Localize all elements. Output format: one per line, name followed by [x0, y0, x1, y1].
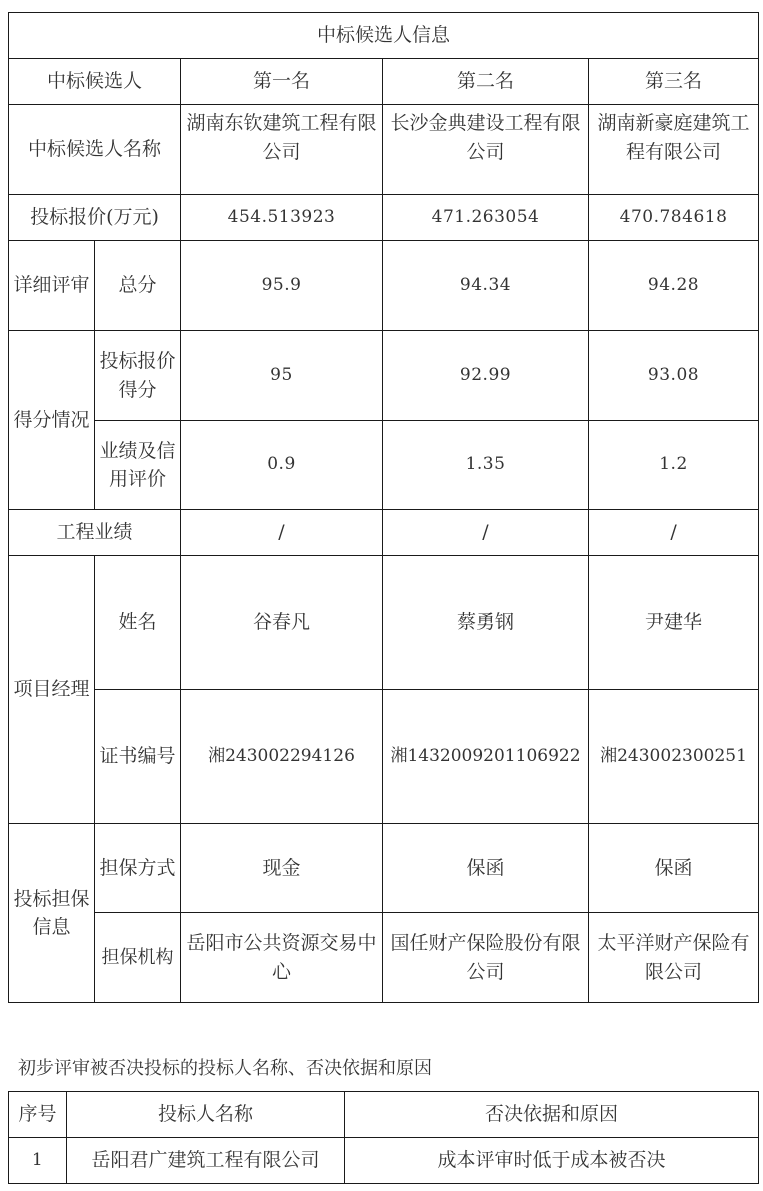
pm-cert-3: 湘243002300251	[589, 690, 759, 824]
total-2: 94.34	[383, 241, 589, 331]
header-row	[9, 1092, 759, 1138]
price-2: 471.263054	[383, 195, 589, 241]
performance-2: /	[383, 510, 589, 556]
row-reason: 成本评审时低于成本被否决	[345, 1138, 759, 1184]
row-label: 工程业绩	[9, 510, 181, 556]
candidate-name-1: 湖南东钦建筑工程有限公司	[181, 105, 383, 195]
total-score-row	[9, 241, 759, 331]
section-title: 初步评审被否决投标的投标人名称、否决依据和原因	[18, 1058, 432, 1079]
rank-2: 第二名	[383, 59, 589, 105]
pm-name-1: 谷春凡	[181, 556, 383, 690]
total-1: 95.9	[181, 241, 383, 331]
header-bidder: 投标人名称	[67, 1092, 345, 1138]
row-label: 担保方式	[95, 824, 181, 913]
guarantee-type-3: 保函	[589, 824, 759, 913]
row-label: 总分	[95, 241, 181, 331]
guarantee-org-row	[9, 913, 759, 1003]
rank-1: 第一名	[181, 59, 383, 105]
pm-name-row	[9, 556, 759, 690]
credit-2: 1.35	[383, 421, 589, 510]
credit-1: 0.9	[181, 421, 383, 510]
table-row	[9, 1138, 759, 1184]
guarantee-type-2: 保函	[383, 824, 589, 913]
candidate-name-row	[9, 105, 759, 195]
row-label: 证书编号	[95, 690, 181, 824]
pm-cert-row	[9, 690, 759, 824]
row-label: 投标报价(万元)	[9, 195, 181, 241]
pm-name-2: 蔡勇钢	[383, 556, 589, 690]
group-label-guarantee: 投标担保信息	[9, 824, 95, 1003]
row-index: 1	[9, 1138, 67, 1184]
row-label: 姓名	[95, 556, 181, 690]
row-label: 担保机构	[95, 913, 181, 1003]
header-index: 序号	[9, 1092, 67, 1138]
candidate-info-table	[8, 12, 759, 1003]
guarantee-org-2: 国任财产保险股份有限公司	[383, 913, 589, 1003]
rejected-bidders-table	[8, 1091, 759, 1184]
header-label: 中标候选人	[9, 59, 181, 105]
row-bidder: 岳阳君广建筑工程有限公司	[67, 1138, 345, 1184]
guarantee-type-1: 现金	[181, 824, 383, 913]
price-score-row	[9, 331, 759, 421]
candidate-name-3: 湖南新豪庭建筑工程有限公司	[589, 105, 759, 195]
header-reason: 否决依据和原因	[345, 1092, 759, 1138]
credit-row	[9, 421, 759, 510]
price-1: 454.513923	[181, 195, 383, 241]
guarantee-org-3: 太平洋财产保险有限公司	[589, 913, 759, 1003]
group-label-review: 详细评审	[9, 241, 95, 331]
performance-1: /	[181, 510, 383, 556]
candidate-name-2: 长沙金典建设工程有限公司	[383, 105, 589, 195]
row-label: 投标报价得分	[95, 331, 181, 421]
row-label: 业绩及信用评价	[95, 421, 181, 510]
guarantee-type-row	[9, 824, 759, 913]
credit-3: 1.2	[589, 421, 759, 510]
price-score-2: 92.99	[383, 331, 589, 421]
rank-3: 第三名	[589, 59, 759, 105]
group-label-pm: 项目经理	[9, 556, 95, 824]
performance-3: /	[589, 510, 759, 556]
total-3: 94.28	[589, 241, 759, 331]
guarantee-org-1: 岳阳市公共资源交易中心	[181, 913, 383, 1003]
group-label-score: 得分情况	[9, 331, 95, 510]
table-title: 中标候选人信息	[9, 13, 759, 59]
price-score-1: 95	[181, 331, 383, 421]
pm-name-3: 尹建华	[589, 556, 759, 690]
header-row	[9, 59, 759, 105]
price-3: 470.784618	[589, 195, 759, 241]
table-title-row	[9, 13, 759, 59]
pm-cert-2: 湘1432009201106922	[383, 690, 589, 824]
pm-cert-1: 湘243002294126	[181, 690, 383, 824]
performance-row	[9, 510, 759, 556]
row-label: 中标候选人名称	[9, 105, 181, 195]
price-row	[9, 195, 759, 241]
price-score-3: 93.08	[589, 331, 759, 421]
